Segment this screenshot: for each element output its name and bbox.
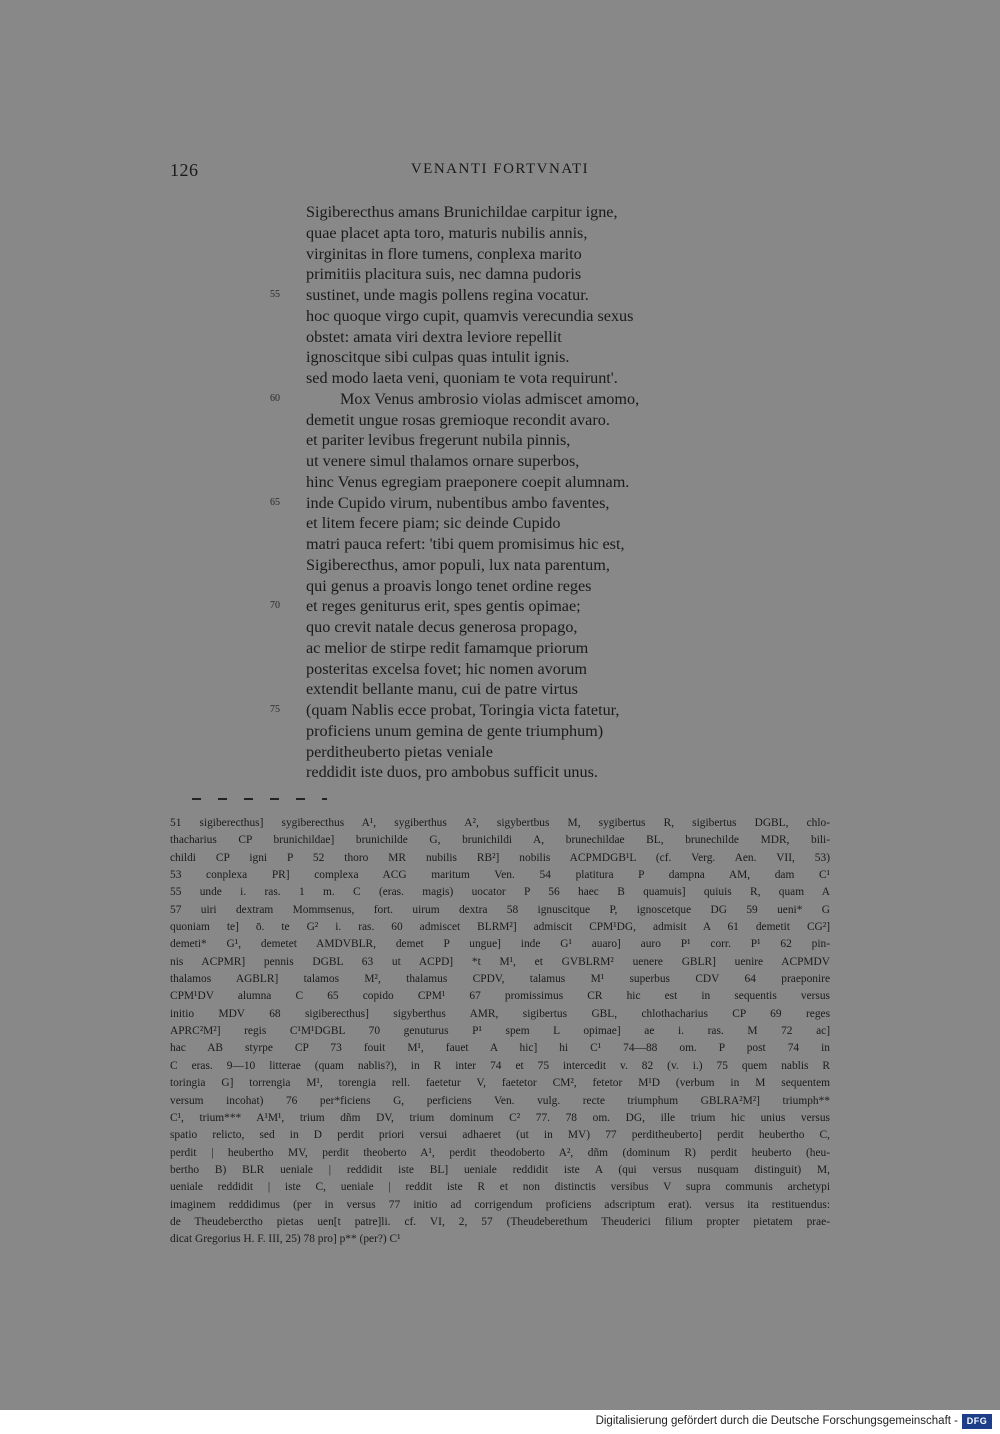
verse-line [270,202,750,223]
verse-line [270,347,750,368]
verse-text: proficiens unum gemina de gente triumphum) [306,721,604,740]
apparatus-line: dicat Gregorius H. F. III, 25) 78 pro] p** (per?) C¹ [170,1233,401,1246]
verse-line [270,534,750,555]
apparatus-line: toringia G] torrengia M¹, torengia rell. faetetur V, faetetor CM², fetetor M¹D (verbum in M sequentem [170,1077,830,1090]
verse-text: inde Cupido virum, nubentibus ambo faventes, [306,493,610,512]
apparatus-line: nis ACPMR] pennis DGBL 63 ut ACPD] *t M¹, et GVBLRM² uenere GBLR] uenire ACPMDV [170,955,830,968]
apparatus-line: C eras. 9—10 litterae (quam nablis?), in R inter 74 et 75 intercedit v. 82 (v. i.) 75 quem nablis R [170,1059,830,1072]
dfg-logo: DFG [962,1414,992,1429]
verse-number: 60 [270,392,280,404]
verse-text: qui genus a proavis longo tenet ordine reges [306,576,592,595]
verse-line [270,472,750,493]
apparatus-line: 55 unde i. ras. 1 m. C (eras. magis) uocator P 56 haec B quamuis] quiuis R, quam A [170,886,830,899]
verse-text: posteritas excelsa fovet; hic nomen avorum [306,659,587,678]
apparatus-line: CPM¹DV alumna C 65 copido CPM¹ 67 promissimus CR hic est in sequentis versus [170,990,830,1003]
running-title: VENANTI FORTVNATI [410,161,590,177]
apparatus-line: 57 uiri dextram Mommsenus, fort. uirum dextra 58 ignuscitque P, ignoscetque DG 59 ueni* G [170,903,830,916]
verse-text: hinc Venus egregiam praeponere coepit alumnam. [306,472,630,491]
verse-text: sed modo laeta veni, quoniam te vota requirunt'. [306,369,618,387]
verse-text: primitiis placitura suis, nec damna pudoris [306,265,582,284]
verse-number: 75 [270,704,280,715]
verse-line [270,700,750,721]
apparatus-line: childi CP igni P 52 thoro MR nubilis RB²] nobilis ACPMDGB¹L (cf. Verg. Aen. VII, 53) [170,851,830,864]
apparatus-line: 53 conplexa PR] complexa ACG maritum Ven. 54 platitura P dampna AM, dam C¹ [170,869,830,882]
verse-line [270,576,750,597]
apparatus-line: imaginem reddidimus (per in versus 77 initio ad corrigendum proficiens adscriptum erat). versus ita restituendus: [170,1198,830,1211]
verse-line [270,762,750,783]
verse-line [270,721,750,742]
verse-line [270,368,750,389]
verse-text: reddidit iste duos, pro ambobus sufficit unus. [306,763,598,782]
verse-text: ac melior de stirpe redit famamque priorum [306,638,589,657]
footnote-separator [192,798,327,800]
apparatus-line: thalamos AGBLR] talamos M², thalamus CPDV, talamus M¹ superbus CDV 64 praeponire [170,973,830,986]
apparatus-line: quoniam te] ō. te G² i. ras. 60 admiscet BLRM²] admiscit CPM¹DG, admisit A 61 demetit CG²] [170,921,830,934]
verse-text: perditheuberto pietas veniale [306,742,493,761]
verse-text: ut venere simul thalamos ornare superbos, [306,452,580,470]
verse-text: virginitas in flore tumens, conplexa marito [306,244,582,263]
verse-text: (quam Nablis ecce probat, Toringia victa fatetur, [306,701,620,719]
verse-line [270,659,750,680]
verse-text: extendit bellante manu, cui de patre virtus [306,680,578,699]
footer-bar [0,1410,1000,1434]
apparatus-line: C¹, trium*** A¹M¹, trium dñm DV, trium dominum C² 77. 78 om. DG, ille trium hic unius versus [170,1111,830,1124]
verse-line [270,742,750,763]
verse-text: et reges geniturus erit, spes gentis opimae; [306,597,581,616]
verse-text: hoc quoque virgo cupit, quamvis verecundia sexus [306,306,634,325]
verse-line [270,493,750,514]
verse-number: 70 [270,600,280,612]
verse-text: obstet: amata viri dextra leviore repellit [306,327,562,346]
verse-text: quae placet apta toro, maturis nubilis annis, [306,223,588,242]
apparatus-line: thacharius CP brunichildae] brunichilde G, brunichildi A, brunechildae BL, brunechilde MDR, bili- [170,834,830,847]
verse-line [270,264,750,285]
apparatus-line: perdit | heubertho MV, perdit theoberto A¹, perdit theodoberto A², dñm (dominum R) perdit heuberto (heu- [170,1146,830,1159]
verse-line [270,327,750,348]
verse-text: Sigiberecthus, amor populi, lux nata parentum, [306,555,610,574]
verse-line [270,223,750,244]
verse-text: sustinet, unde magis pollens regina vocatur. [306,286,589,304]
page-header [170,160,830,184]
verse-line [270,638,750,659]
apparatus-line: demeti* G¹, demetet AMDVBLR, demet P ungue] inde G¹ auaro] auro P¹ corr. P¹ 62 pin- [170,938,830,951]
verse-text: ignoscitque sibi culpas quas intulit ignis. [306,348,570,367]
verse-line [270,451,750,472]
apparatus-line: bertho B) BLR ueniale | reddidit iste BL] ueniale reddidit iste A (qui versus nusquam distinguit) M, [170,1163,830,1176]
poem-text [270,202,750,783]
verse-text: et litem fecere piam; sic deinde Cupido [306,514,561,533]
apparatus-line: spatio relicto, sed in D perdit priori versui adhaeret (ut in MV) 77 perditheuberto] perdit heubertho C, [170,1129,830,1142]
page-number: 126 [170,160,199,180]
critical-apparatus [170,815,830,1249]
apparatus-line: hac AB styrpe CP 73 fouit M¹, fauet A hic] hi C¹ 74—88 om. P post 74 in [170,1042,830,1055]
apparatus-line: initio MDV 68 sigiberecthus] sigyberthus AMR, sigibertus GBL, chlothacharius CP 69 reges [170,1007,830,1020]
apparatus-line: ueniale reddidit | iste C, ueniale | reddit iste R et non distinctis versibus V supra communis archetypi [170,1181,830,1194]
verse-text: Sigiberecthus amans Brunichildae carpitur igne, [306,203,618,221]
verse-number: 65 [270,496,280,508]
verse-text: et pariter levibus fregerunt nubila pinnis, [306,431,571,450]
verse-line [270,306,750,327]
verse-text: Mox Venus ambrosio violas admiscet amomo, [340,389,640,408]
apparatus-line: versum incohat) 76 per*ficiens G, perficiens Ven. vulg. recte triumphum GBLRA²M²] triumph** [170,1094,830,1107]
verse-line [270,596,750,617]
verse-number: 55 [270,289,280,300]
verse-text: quo crevit natale decus generosa propago, [306,618,578,636]
verse-line [270,513,750,534]
verse-line [270,285,750,306]
funding-notice: Digitalisierung gefördert durch die Deutsche Forschungsgemeinschaft - [595,1415,958,1427]
verse-line [270,389,750,410]
verse-line [270,410,750,431]
verse-line [270,244,750,265]
verse-text: demetit ungue rosas gremioque recondit avaro. [306,410,610,429]
apparatus-line: APRC²M²] regis C¹M¹DGBL 70 genuturus P¹ spem L opimae] ae i. ras. M 72 ac] [170,1025,830,1038]
verse-line [270,679,750,700]
apparatus-line: de Theudeberctho pietas uen[t patre]li. cf. VI, 2, 57 (Theudeberethum Theuderici filium propter pietatem prae- [170,1215,830,1228]
apparatus-line: 51 sigiberecthus] sygiberecthus A¹, sygiberthus A², sigybertbus M, sygibertus R, sigibertus DGBL, chlo- [170,817,830,829]
verse-line [270,555,750,576]
verse-line [270,617,750,638]
verse-line [270,430,750,451]
verse-text: matri pauca refert: 'tibi quem promisimus hic est, [306,535,625,553]
